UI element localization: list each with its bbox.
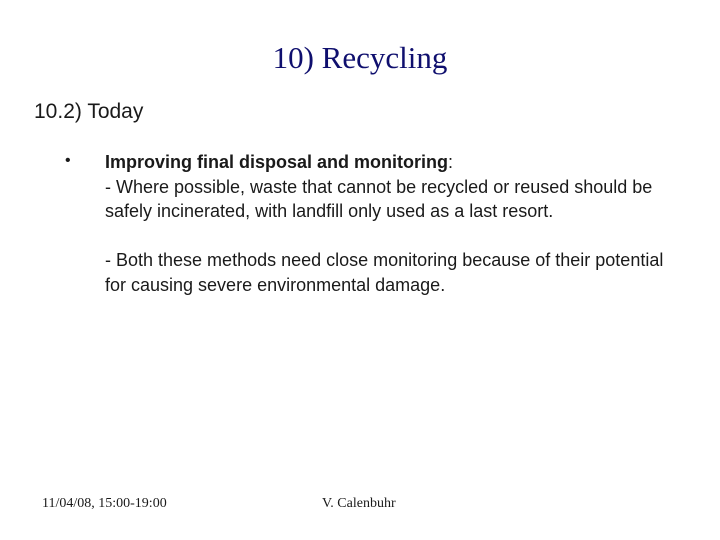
bullet-heading-line [105,150,685,175]
bullet-heading-colon: : [448,152,454,172]
section-subtitle: 10.2) Today [34,100,144,123]
footer-date: 11/04/08, 15:00-19:00 [42,496,167,511]
footer-author: V. Calenbuhr [322,496,396,511]
bullet-marker: • [65,152,71,169]
bullet-paragraph-2: - Both these methods need close monitoring because of their potential for causing severe environmental damage. [105,250,664,295]
bullet-heading: Improving final disposal and monitoring [105,152,449,172]
paragraph-spacer [105,224,685,249]
bullet-paragraph-1: - Where possible, waste that cannot be recycled or reused should be safely incinerated, with landfill only used as a last resort. [105,176,653,221]
slide-title: 10) Recycling [272,40,448,75]
bullet-content [105,150,685,297]
